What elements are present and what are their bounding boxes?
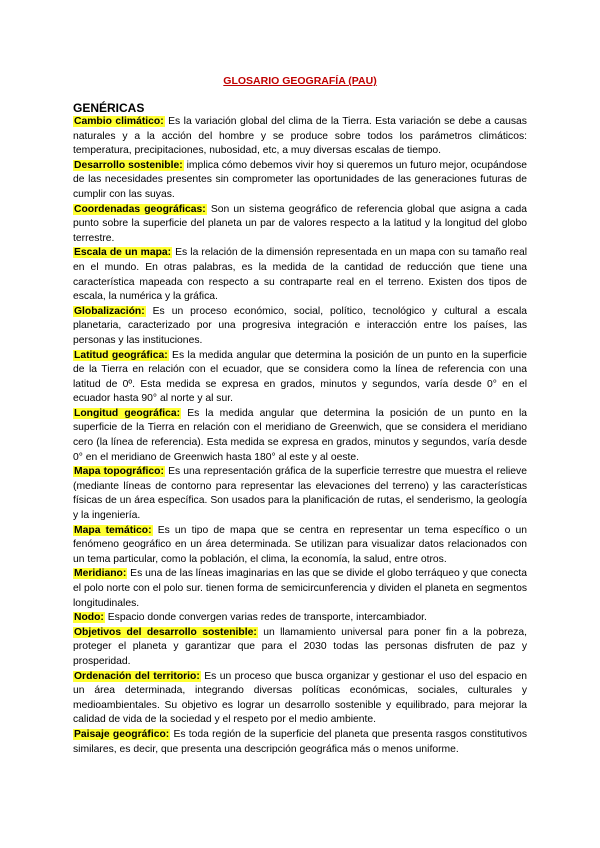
glossary-entry [73,626,527,670]
glossary-term: Nodo: [74,612,104,624]
glossary-term: Escala de un mapa: [74,247,172,259]
glossary-entry [73,203,527,247]
glossary-definition: Es un proceso que busca organizar y gestionar el uso del espacio en un área determinada, integrando diversas políticas económicas, sociales, culturales y medioambientales. Su objetivo es lograr un desarrollo sostenible y equilibrado, para mejorar la calidad de vida de la sociedad y el respeto por el medio ambiente. [73,670,527,726]
glossary-entry [73,305,527,349]
glossary-term: Latitud geográfica: [74,349,168,361]
glossary-entry [73,407,527,465]
glossary-entry [73,728,527,757]
glossary-term: Longitud geográfica: [74,407,181,419]
glossary-entry [73,465,527,523]
glossary-definition: Es la medida angular que determina la posición de un punto en la superficie de la Tierra en relación con el ecuador, que se considera como la línea de referencia con una latitud de 0º. Esta medida se expresa en grados, minutos y segundos, varía desde 0° en el ecuador hasta 90° al norte y al sur. [73,349,527,405]
glossary-definition: Espacio donde convergen varias redes de transporte, intercambiador. [104,612,427,624]
section-heading: GENÉRICAS [73,101,145,115]
glossary-definition: Es una representación gráfica de la superficie terrestre que muestra el relieve (mediante líneas de contorno para representar las elevaciones del terreno) y las características físicas de un área específica. Son usados para la planificación de rutas, el senderismo, la geología y la ingeniería. [73,466,527,522]
glossary-term: Ordenación del territorio: [74,670,200,682]
glossary-definition: Es un proceso económico, social, político, tecnológico y cultural a escala planetaria, caracterizado por una progresiva integración e interacción entre los países, las personas y las instituciones. [73,305,527,346]
glossary-term: Cambio climático: [74,116,164,127]
glossary-definition: un llamamiento universal para poner fin a la pobreza, proteger el planeta y garantizar que para el 2030 todas las personas disfruten de paz y prosperidad. [73,626,527,667]
glossary-entry [73,524,527,568]
glossary-entry [73,611,527,626]
glossary-definition: implica cómo debemos vivir hoy si queremos un futuro mejor, ocupándose de las necesidades presentes sin comprometer las oportunidades de las generaciones futuras de cumplir con las suyas. [73,159,527,200]
glossary-entry [73,349,527,407]
glossary-definition: Es toda región de la superficie del planeta que presenta rasgos constitutivos similares, es decir, que presenta una descripción geográfica más o menos uniforme. [73,728,527,755]
glossary-term: Coordenadas geográficas: [74,203,206,215]
glossary-definition: Son un sistema geográfico de referencia global que asigna a cada punto sobre la superficie del planeta un par de valores respecto a la latitud y la longitud del globo terrestre. [73,203,527,244]
glossary-term: Desarrollo sostenible: [74,159,183,171]
glossary-term: Mapa topográfico: [74,466,164,478]
glossary-entry [73,567,527,611]
glossary-definition: Es la variación global del clima de la Tierra. Esta variación se debe a causas naturales y a la acción del hombre y se produce sobre todos los parámetros climáticos: temperatura, precipitaciones, nubosidad, etc, a muy diversas escalas de tiempo. [73,116,527,157]
glossary-entry [73,670,527,728]
glossary-term: Globalización: [74,305,145,317]
glossary-definition: Es la relación de la dimensión representada en un mapa con su tamaño real en el mundo. En otras palabras, es la medida de la cantidad de reducción que tiene una característica mapeada con respecto a su contraparte real en el terreno. Existen dos tipos de escala, la numérica y la gráfica. [73,247,527,303]
glossary-term: Objetivos del desarrollo sostenible: [74,626,257,638]
glossary-list [73,115,527,757]
glossary-entry [73,115,527,159]
glossary-term: Meridiano: [74,568,127,580]
glossary-definition: Es la medida angular que determina la posición de un punto en la superficie de la Tierra en relación con el meridiano de Greenwich, que se considera el meridiano cero (la línea de referencia). Esta medida se expresa en grados, minutos y segundos, varía desde 0° en el meridiano de Greenwich hasta 180° al este y al oeste. [73,407,527,463]
glossary-term: Paisaje geográfico: [74,728,170,740]
document-title: GLOSARIO GEOGRAFÍA (PAU) [223,75,377,87]
glossary-entry [73,246,527,304]
glossary-definition: Es un tipo de mapa que se centra en representar un tema específico o un fenómeno geográfico en un área determinada. Se utilizan para visualizar datos relacionados con un tema particular, como la población, el clima, la economía, la salud, entre otros. [73,524,528,565]
glossary-entry [73,159,527,203]
glossary-definition: Es una de las líneas imaginarias en las que se divide el globo terráqueo y que conecta el polo norte con el polo sur. tienen forma de semicircunferencia y dividen el planeta en segmentos longitudinales. [73,568,527,609]
glossary-term: Mapa temático: [74,524,152,536]
